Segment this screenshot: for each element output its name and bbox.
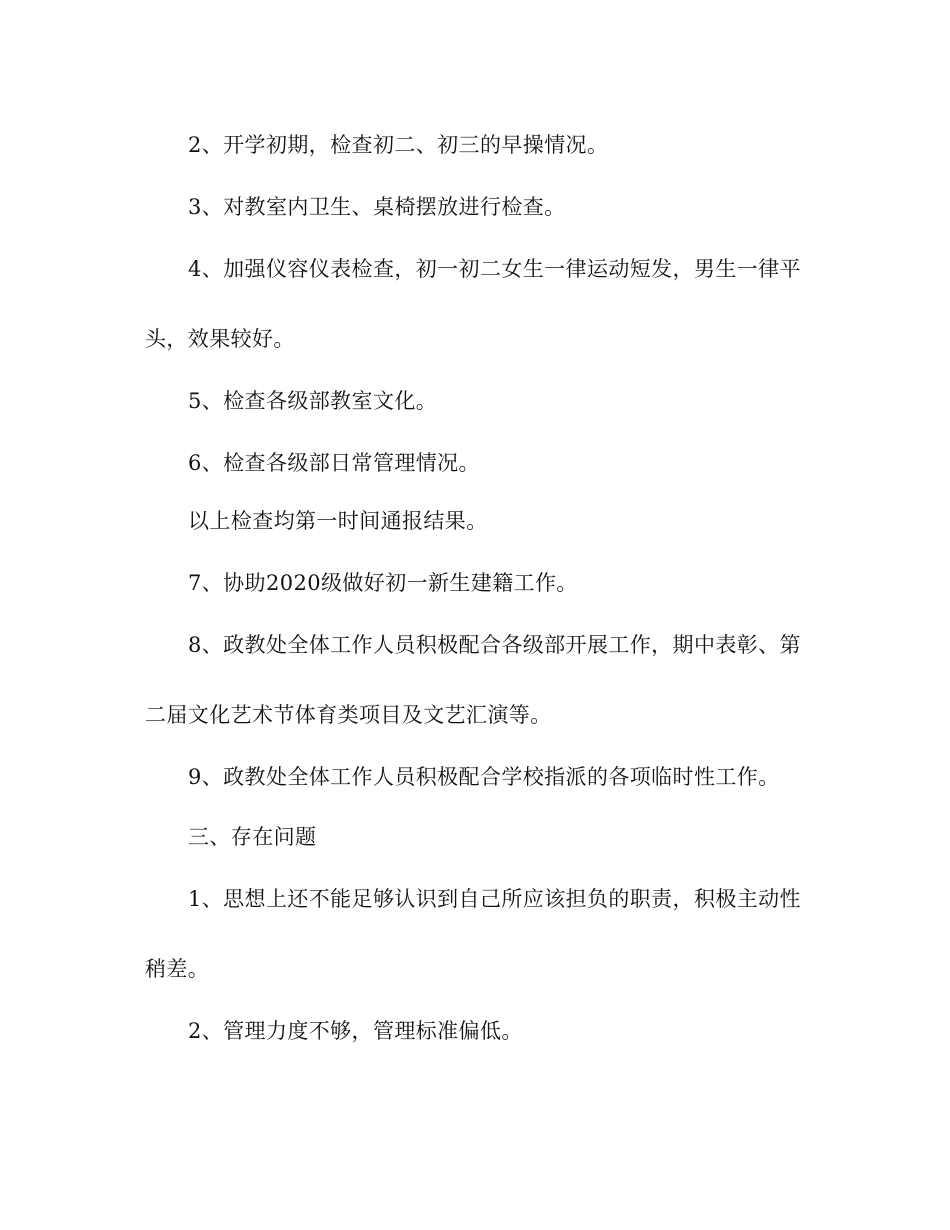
paragraph-line: 1、思想上还不能足够认识到自己所应该担负的职责，积极主动性 — [188, 887, 801, 911]
paragraph-line: 以上检查均第一时间通报结果。 — [188, 509, 488, 533]
paragraph-line-continuation: 二届文化艺术节体育类项目及文艺汇演等。 — [145, 703, 552, 727]
paragraph-line: 2、开学初期，检查初二、初三的早操情况。 — [188, 133, 609, 157]
paragraph-line-continuation: 稍差。 — [145, 957, 210, 981]
section-heading: 三、存在问题 — [188, 825, 317, 849]
paragraph-line: 5、检查各级部教室文化。 — [188, 389, 438, 413]
paragraph-line: 6、检查各级部日常管理情况。 — [188, 451, 480, 475]
paragraph-line: 8、政教处全体工作人员积极配合各级部开展工作，期中表彰、第 — [188, 633, 801, 657]
paragraph-line: 7、协助2020级做好初一新生建籍工作。 — [188, 571, 578, 595]
paragraph-line: 9、政教处全体工作人员积极配合学校指派的各项临时性工作。 — [188, 765, 780, 789]
paragraph-line: 2、管理力度不够，管理标准偏低。 — [188, 1019, 523, 1043]
paragraph-line: 3、对教室内卫生、桌椅摆放进行检查。 — [188, 195, 566, 219]
paragraph-line-continuation: 头，效果较好。 — [145, 327, 295, 351]
paragraph-line: 4、加强仪容仪表检查，初一初二女生一律运动短发，男生一律平 — [188, 257, 801, 281]
